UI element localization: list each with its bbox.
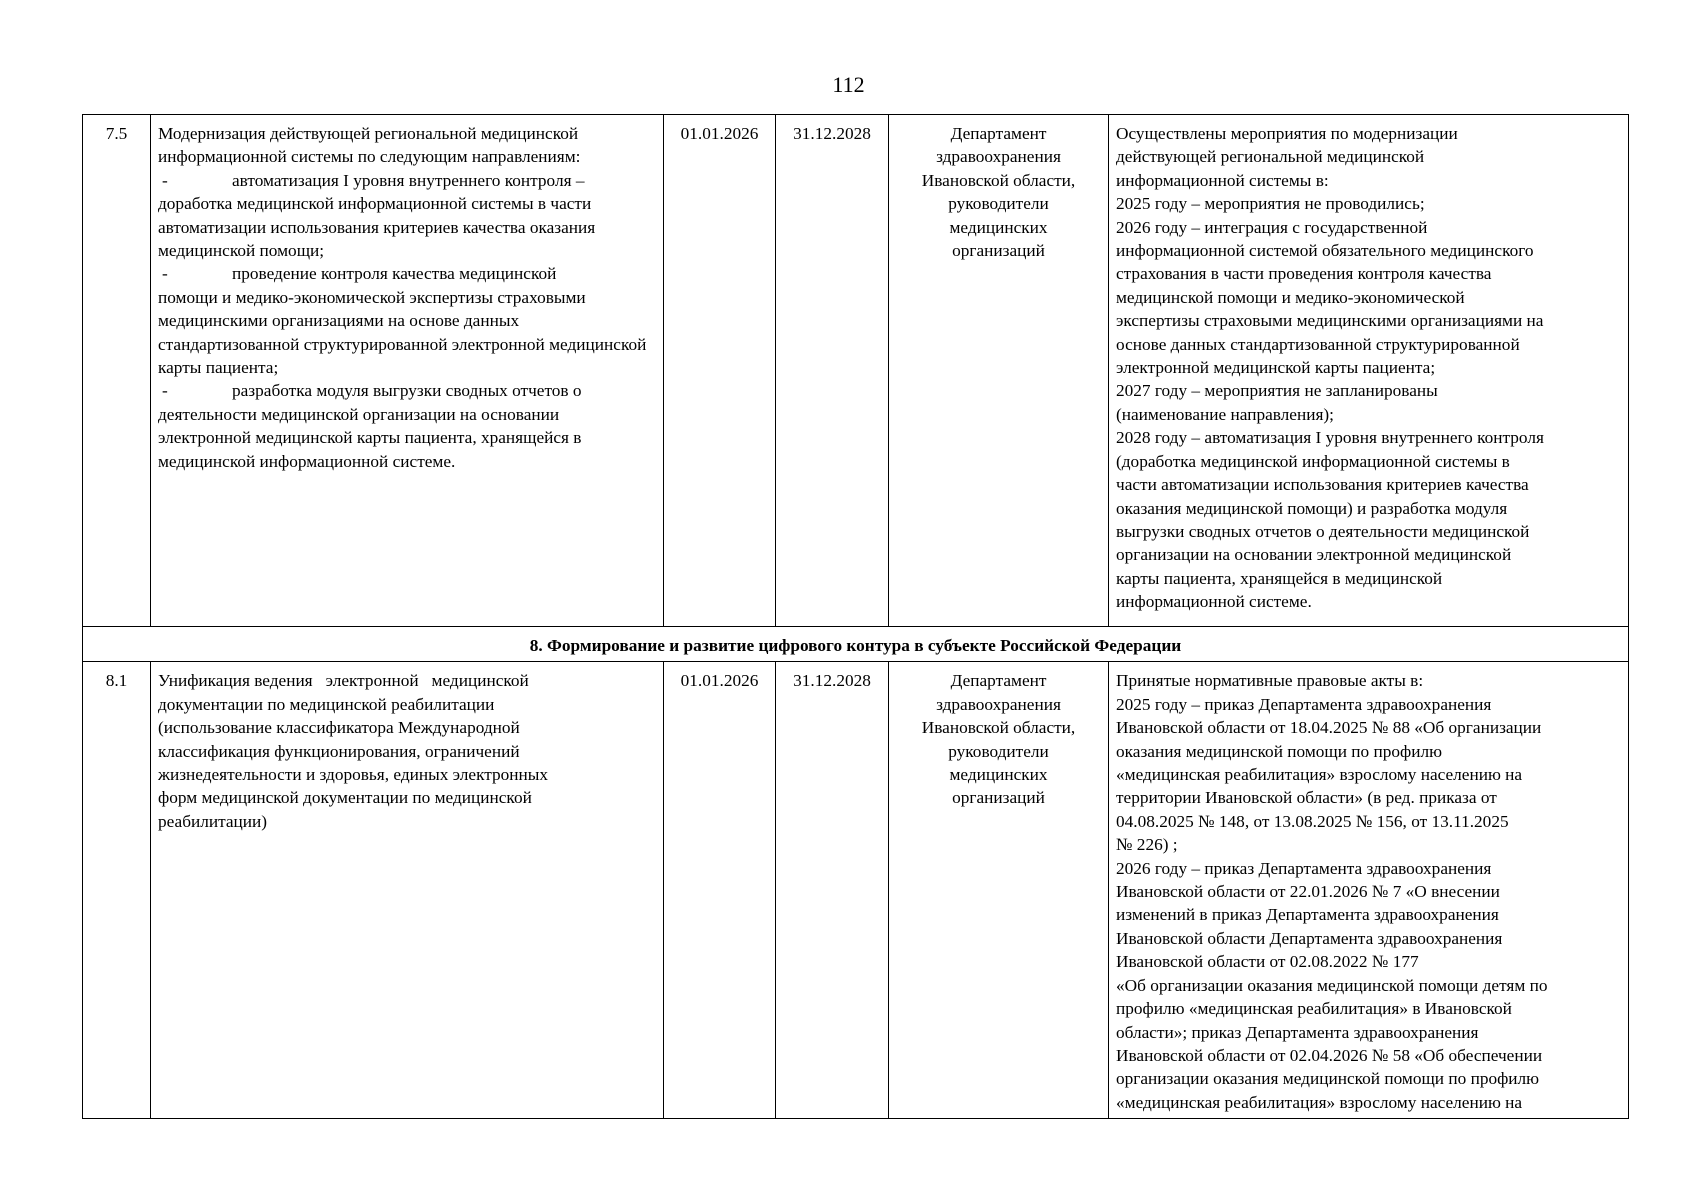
result-line: (наименование направления); [1116, 404, 1334, 424]
bullet-item [158, 262, 656, 285]
result-line: части автоматизации использования критериев качества [1116, 475, 1529, 495]
result-line: медицинской помощи и медико-экономической [1116, 287, 1465, 307]
description-line: (использование классификатора Международной [158, 718, 520, 738]
start-date: 01.01.2026 [664, 662, 776, 1119]
measures-table [82, 114, 1629, 1119]
page-number: 112 [832, 72, 865, 97]
responsible-line: Ивановской области, [921, 718, 1076, 738]
bullet-dash: - [162, 264, 168, 284]
responsible-line: руководители [948, 194, 1049, 214]
result-line: 2026 году – приказ Департамента здравоохранения [1116, 858, 1492, 878]
result-line: (доработка медицинской информационной системы в [1116, 451, 1510, 471]
description-line: информационной системы по следующим направлениям: [158, 147, 581, 167]
expected-result [1109, 662, 1629, 1119]
row-number: 8.1 [83, 662, 151, 1119]
measure-description [151, 662, 664, 1119]
bullet-text: проведение контроля качества медицинской [232, 264, 557, 284]
result-line: 2026 году – интеграция с государственной [1116, 217, 1428, 237]
description-line: Унификация ведения электронной медицинской [158, 671, 529, 691]
result-line: изменений в приказ Департамента здравоохранения [1116, 905, 1499, 925]
result-line: 04.08.2025 № 148, от 13.08.2025 № 156, от 13.11.2025 [1116, 811, 1509, 831]
responsible-line: здравоохранения [936, 147, 1061, 167]
result-line: организации оказания медицинской помощи по профилю [1116, 1069, 1540, 1089]
result-line: 2028 году – автоматизация I уровня внутреннего контроля [1116, 428, 1544, 448]
result-line: оказания медицинской помощи) и разработка модуля [1116, 498, 1508, 518]
section-heading: 8. Формирование и развитие цифрового контура в субъекте Российской Федерации [83, 627, 1629, 662]
responsible-executor [889, 662, 1109, 1119]
result-line: «Об организации оказания медицинской помощи детям по [1116, 975, 1548, 995]
description-line: Модернизация действующей региональной медицинской [158, 124, 579, 143]
bullet-continuation: доработка медицинской информационной системы в части автоматизации использования критериев качества оказания медицинской помощи; [158, 194, 596, 261]
end-date: 31.12.2028 [776, 115, 889, 627]
result-line: организации на основании электронной медицинской [1116, 545, 1512, 565]
end-date: 31.12.2028 [776, 662, 889, 1119]
responsible-line: медицинских [949, 765, 1048, 785]
table-row [83, 115, 1629, 627]
result-line: 2027 году – мероприятия не запланированы [1116, 381, 1438, 401]
bullet-continuation: деятельности медицинской организации на основании электронной медицинской карты пациента, хранящейся в медицинской информационной системе. [158, 404, 582, 471]
measure-description [151, 115, 664, 627]
result-line: Ивановской области Департамента здравоохранения [1116, 928, 1503, 948]
bullet-dash: - [162, 170, 168, 190]
responsible-line: организаций [952, 788, 1045, 808]
result-line: выгрузки сводных отчетов о деятельности медицинской [1116, 521, 1530, 541]
table-row [83, 662, 1629, 1119]
result-line: оказания медицинской помощи по профилю [1116, 741, 1442, 761]
section-row [83, 627, 1629, 662]
result-line: «медицинская реабилитация» взрослому населению на [1116, 1092, 1523, 1112]
description-line: реабилитации) [158, 811, 268, 831]
result-line: Ивановской области от 02.08.2022 № 177 [1116, 952, 1419, 972]
result-line: Ивановской области от 02.04.2026 № 58 «Об обеспечении [1116, 1045, 1543, 1065]
responsible-line: Ивановской области, [921, 170, 1076, 190]
result-line: профилю «медицинская реабилитация» в Ивановской [1116, 999, 1512, 1019]
start-date: 01.01.2026 [664, 115, 776, 627]
result-line: основе данных стандартизованной структурированной [1116, 334, 1520, 354]
result-line: страхования в части проведения контроля качества [1116, 264, 1492, 284]
responsible-executor [889, 115, 1109, 627]
description-line: жизнедеятельности и здоровья, единых электронных [158, 765, 549, 785]
result-line: информационной системе. [1116, 592, 1312, 612]
bullet-text: разработка модуля выгрузки сводных отчетов о [232, 381, 582, 401]
result-line: № 226) ; [1116, 835, 1178, 855]
result-line: Принятые нормативные правовые акты в: [1116, 671, 1424, 691]
expected-result [1109, 115, 1629, 627]
result-line: действующей региональной медицинской [1116, 147, 1425, 167]
result-line: области»; приказ Департамента здравоохранения [1116, 1022, 1479, 1042]
bullet-item [158, 379, 656, 402]
result-line: информационной системой обязательного медицинского [1116, 241, 1534, 261]
result-line: Осуществлены мероприятия по модернизации [1116, 124, 1458, 143]
bullet-item [158, 169, 656, 192]
bullet-dash: - [162, 381, 168, 401]
result-line: экспертизы страховыми медицинскими организациями на [1116, 311, 1544, 331]
result-line: 2025 году – мероприятия не проводились; [1116, 194, 1425, 214]
result-line: информационной системы в: [1116, 170, 1329, 190]
responsible-line: Департамент [950, 124, 1047, 143]
row-number: 7.5 [83, 115, 151, 627]
description-line: документации по медицинской реабилитации [158, 694, 495, 714]
description-line: классификация функционирования, ограничений [158, 741, 520, 761]
result-line: Ивановской области от 22.01.2026 № 7 «О внесении [1116, 882, 1500, 902]
responsible-line: здравоохранения [936, 694, 1061, 714]
responsible-line: организаций [952, 241, 1045, 261]
result-line: 2025 году – приказ Департамента здравоохранения [1116, 694, 1492, 714]
bullet-continuation: помощи и медико-экономической экспертизы страховыми медицинскими организациями на основе данных стандартизованной структурированной электронной медицинской карты пациента; [158, 287, 647, 378]
result-line: карты пациента, хранящейся в медицинской [1116, 568, 1443, 588]
responsible-line: Департамент [950, 671, 1047, 691]
responsible-line: руководители [948, 741, 1049, 761]
bullet-text: автоматизация I уровня внутреннего контроля – [232, 170, 585, 190]
description-line: форм медицинской документации по медицинской [158, 788, 532, 808]
result-line: территории Ивановской области» (в ред. приказа от [1116, 788, 1497, 808]
result-line: «медицинская реабилитация» взрослому населению на [1116, 765, 1523, 785]
result-line: Ивановской области от 18.04.2025 № 88 «Об организации [1116, 718, 1542, 738]
result-line: электронной медицинской карты пациента; [1116, 358, 1436, 378]
responsible-line: медицинских [949, 217, 1048, 237]
